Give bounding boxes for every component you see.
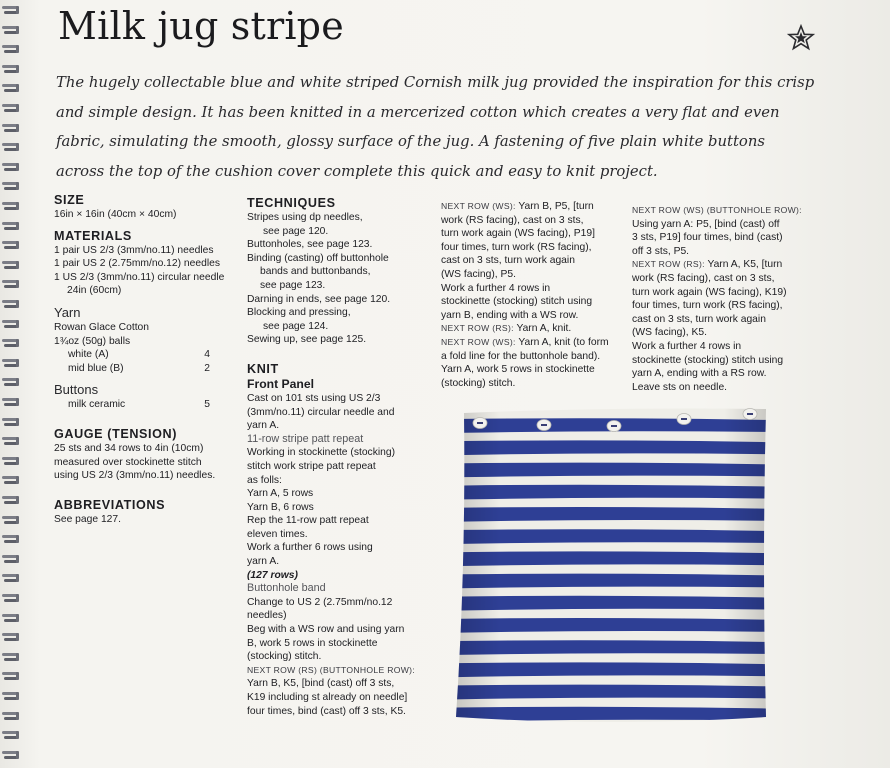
text-line: see page 120. [263, 225, 329, 237]
stripe-heading: 11-row stripe patt repeat [247, 432, 364, 445]
text-line: turn work again (WS facing), P19] [441, 228, 595, 240]
binding-coil [2, 163, 20, 173]
text-line: 3 sts, P19] four times, bind (cast) [632, 232, 783, 244]
front-panel-heading: Front Panel [247, 376, 315, 391]
text-line: Beg with a WS row and using yarn [247, 624, 405, 636]
row-text: Yarn A, K5, [turn [704, 259, 783, 271]
materials-item: 1 pair US 2 (2.75mm/no.12) needles [54, 258, 220, 270]
text-line: off 3 sts, P5. [632, 245, 690, 257]
text-line: four times, turn work (RS facing), [632, 300, 783, 312]
binding-coil [2, 398, 20, 408]
binding-coil [2, 555, 20, 565]
text-line: cast on 3 sts, turn work again [441, 255, 575, 267]
binding-coil [2, 574, 20, 584]
binding-coil [2, 378, 20, 388]
binding-coil [2, 261, 20, 271]
cushion-button [743, 409, 757, 420]
text-line: stockinette (stocking) stitch using [441, 296, 593, 308]
text-line: Buttonholes, see page 123. [247, 239, 373, 251]
buttonhole-band-heading: Buttonhole band [247, 582, 326, 595]
techniques-list [247, 211, 432, 347]
binding-coil [2, 418, 20, 428]
text-line: Yarn B, 6 rows [247, 501, 314, 513]
star-icon [787, 24, 815, 52]
binding-coil [2, 476, 20, 486]
binding-coil [2, 457, 20, 467]
gauge-heading: GAUGE (TENSION) [54, 426, 178, 441]
text-line: cast on 3 sts, turn work again [632, 313, 766, 325]
gauge-line: 25 sts and 34 rows to 4in (10cm) [54, 442, 204, 454]
instruction-block [632, 272, 832, 394]
binding-coil [2, 280, 20, 290]
techniques-heading: TECHNIQUES [247, 196, 336, 210]
instruction-block [441, 214, 631, 323]
binding-coil [2, 751, 20, 761]
band-instructions [247, 596, 432, 664]
row-label: NEXT ROW (RS): [632, 259, 705, 270]
spiral-binding [0, 0, 22, 768]
abbreviations-heading: ABBREVIATIONS [54, 497, 166, 512]
binding-coil [2, 202, 20, 212]
text-line: four times, bind (cast) off 3 sts, K5. [247, 705, 406, 717]
materials-heading: MATERIALS [54, 228, 132, 243]
gauge-line: measured over stockinette stitch [54, 456, 202, 468]
instruction-line [441, 336, 631, 350]
binding-coil [2, 26, 20, 36]
binding-coil [2, 496, 20, 506]
text-line: yarn B, ending with a WS row. [441, 309, 579, 321]
stripe-instructions [247, 446, 432, 568]
yarn-row [54, 362, 210, 376]
materials-item: 1 pair US 2/3 (3mm/no.11) needles [54, 244, 214, 256]
striped-cushion-photo [452, 405, 772, 725]
row-text: Yarn A, knit (to form [515, 336, 609, 348]
size-heading: SIZE [54, 193, 85, 207]
yarn-name: Rowan Glace Cotton [54, 321, 150, 333]
text-line: Leave sts on needle. [632, 381, 728, 393]
materials-item: 24in (60cm) [67, 285, 122, 297]
row-label: NEXT ROW (WS): [441, 336, 516, 347]
abbreviations-text: See page 127. [54, 513, 121, 525]
row-text: Yarn B, P5, [turn [515, 201, 594, 212]
text-line: (WS facing), P5. [441, 268, 516, 280]
binding-coil [2, 535, 20, 545]
cushion-button [537, 420, 551, 431]
column-techniques [247, 195, 432, 718]
size-value: 16in × 16in (40cm × 40cm) [54, 209, 177, 220]
yarn-heading: Yarn [54, 304, 81, 320]
text-line: K19 including st already on needle] [247, 692, 408, 703]
yarn-row [54, 348, 210, 362]
yarn-qty: 2 [204, 362, 210, 374]
text-line: work (RS facing), cast on 3 sts, [632, 272, 775, 284]
instruction-line [441, 200, 631, 214]
binding-coil [2, 241, 20, 251]
binding-coil [2, 320, 20, 330]
text-line: stitch work stripe patt repeat [247, 460, 376, 472]
buttons-name: milk ceramic [68, 399, 126, 411]
materials-item: 1 US 2/3 (3mm/no.11) circular needle [54, 271, 225, 283]
text-line: Change to US 2 (2.75mm/no.12 [247, 596, 393, 608]
text-line: four times, turn work (RS facing), [441, 241, 592, 253]
text-line: Working in stockinette (stocking) [247, 447, 396, 459]
cushion-button [607, 421, 621, 432]
binding-coil [2, 359, 20, 369]
yarn-balls: 1¾oz (50g) balls [54, 335, 131, 347]
front-line: yarn A. [247, 420, 280, 432]
yarn-color: white (A) [68, 349, 109, 361]
rows-total: (127 rows) [247, 569, 298, 581]
instruction-line [441, 322, 631, 336]
text-line: Yarn A, 5 rows [247, 488, 314, 500]
text-line: yarn A, ending with a RS row. [632, 368, 767, 380]
text-line: Binding (casting) off buttonhole [247, 252, 389, 264]
text-line: Work a further 6 rows using [247, 542, 373, 554]
text-line: yarn A. [247, 556, 280, 568]
binding-coil [2, 339, 20, 349]
binding-coil [2, 6, 20, 16]
next-row-label: NEXT ROW (RS) (BUTTONHOLE ROW): [247, 664, 415, 675]
row-text: Yarn A, knit. [513, 323, 572, 335]
front-line: (3mm/no.11) circular needle and [247, 406, 395, 418]
binding-coil [2, 516, 20, 526]
binding-coil [2, 692, 20, 702]
binding-coil [2, 45, 20, 55]
intro-paragraph: The hugely collectable blue and white striped Cornish milk jug provided the inspiration for this crisp and simple design. It has been knitted in a mercerized cotton which creates a very flat and even fabric, simulating the smooth, glossy surface of the jug. A fastening of five plain white buttons across the top of the cushion cover complete this quick and easy to knit project. [56, 74, 815, 180]
text-line: Rep the 11-row patt repeat [247, 515, 369, 527]
instruction-block [632, 218, 832, 259]
text-line: Work a further 4 rows in [632, 340, 742, 352]
text-line: needles) [247, 610, 287, 622]
binding-coil [2, 731, 20, 741]
text-line: (WS facing), K5. [632, 327, 707, 339]
text-line: eleven times. [247, 528, 308, 540]
text-line: Stripes using dp needles, [247, 212, 363, 223]
binding-coil [2, 65, 20, 75]
text-line: Yarn B, K5, [bind (cast) off 3 sts, [247, 678, 395, 690]
binding-coil [2, 712, 20, 722]
binding-coil [2, 104, 20, 114]
yarn-color: mid blue (B) [68, 362, 124, 374]
binding-coil [2, 653, 20, 663]
knit-heading: KNIT [247, 361, 279, 376]
text-line: turn work again (WS facing), K19) [632, 286, 787, 298]
text-line: Yarn A, work 5 rows in stockinette [441, 364, 595, 376]
buttons-qty: 5 [204, 399, 210, 411]
text-line: Darning in ends, see page 120. [247, 293, 391, 305]
text-line: a fold line for the buttonhole band). [441, 350, 601, 362]
text-line: Using yarn A: P5, [bind (cast) off [632, 218, 780, 230]
front-line: Cast on 101 sts using US 2/3 [247, 392, 381, 404]
row-label: NEXT ROW (WS): [441, 201, 516, 211]
text-line: B, work 5 rows in stockinette [247, 637, 378, 649]
text-line: (stocking) stitch. [441, 377, 516, 389]
text-line: Sewing up, see page 125. [247, 334, 367, 346]
row-label: NEXT ROW (RS): [441, 323, 514, 334]
yarn-qty: 4 [204, 349, 210, 361]
text-line: see page 124. [263, 320, 329, 332]
binding-coil [2, 124, 20, 134]
column-requirements [54, 192, 239, 526]
binding-coil [2, 672, 20, 682]
binding-coil [2, 614, 20, 624]
text-line: stockinette (stocking) stitch using [632, 354, 784, 366]
instruction-block [441, 350, 631, 391]
buttons-heading: Buttons [54, 382, 99, 398]
column-instructions-a [441, 200, 631, 390]
binding-coil [2, 143, 20, 153]
text-line: work (RS facing), cast on 3 sts, [441, 214, 584, 226]
text-line: as folls: [247, 474, 282, 486]
binding-coil [2, 300, 20, 310]
text-line: see page 123. [260, 279, 326, 291]
column-instructions-b [632, 204, 832, 394]
text-line: Blocking and pressing, [247, 307, 351, 319]
buttons-row [54, 398, 210, 412]
next-row-instructions [247, 677, 432, 718]
cushion-button [677, 414, 691, 425]
binding-coil [2, 437, 20, 447]
cushion-button [473, 418, 487, 429]
row-label: NEXT ROW (WS) (BUTTONHOLE ROW): [632, 205, 802, 215]
instruction-line [632, 258, 832, 272]
binding-coil [2, 84, 20, 94]
binding-coil [2, 633, 20, 643]
page-title: Milk jug stripe [58, 4, 344, 48]
text-line: Work a further 4 rows in [441, 282, 551, 294]
text-line: bands and buttonbands, [260, 266, 371, 278]
binding-coil [2, 594, 20, 604]
text-line: (stocking) stitch. [247, 651, 322, 663]
binding-coil [2, 182, 20, 192]
gauge-line: using US 2/3 (3mm/no.11) needles. [54, 470, 216, 482]
binding-coil [2, 222, 20, 232]
